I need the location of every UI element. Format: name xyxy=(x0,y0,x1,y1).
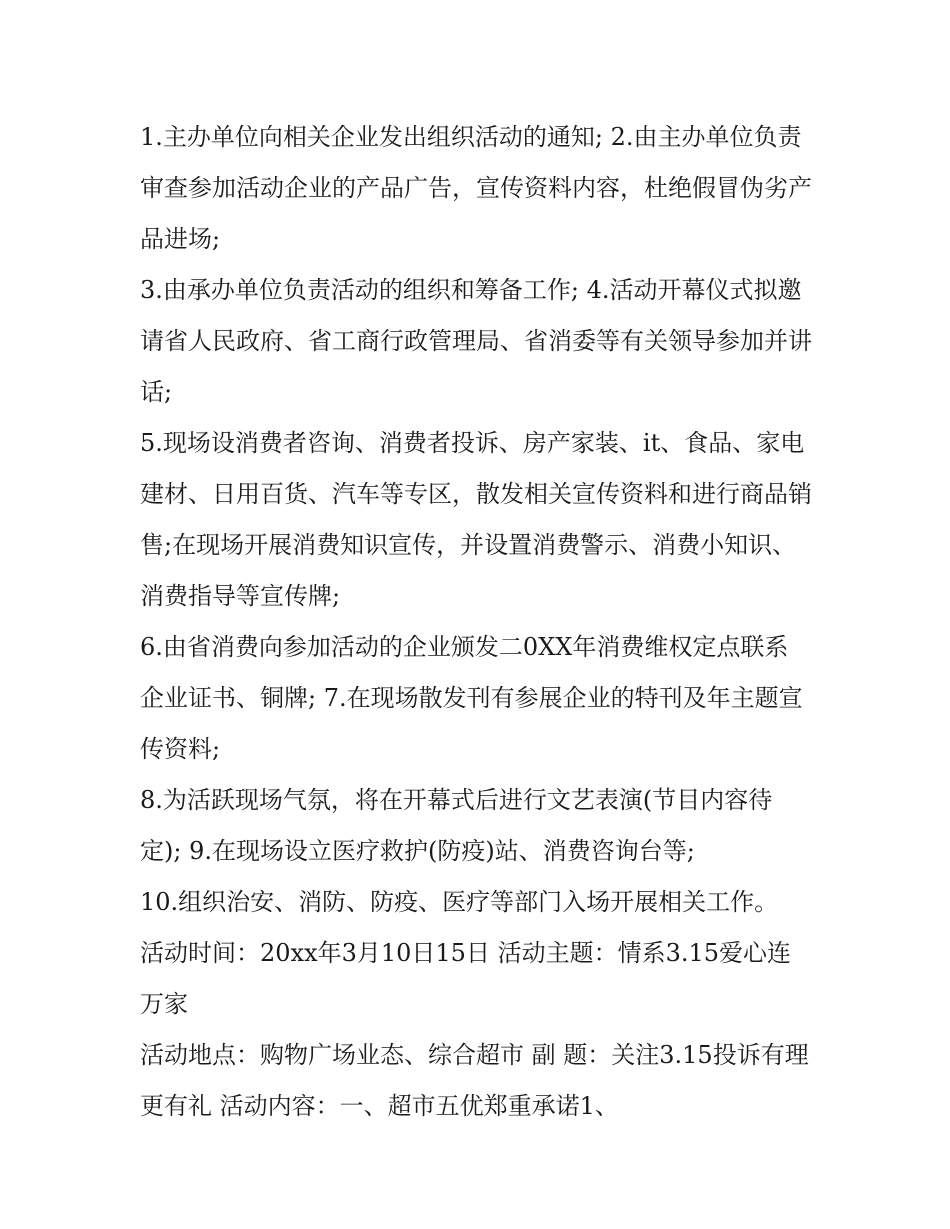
paragraph-items-1-2: 1.主办单位向相关企业发出组织活动的通知; 2.由主办单位负责审查参加活动企业的产品广告，宣传资料内容，杜绝假冒伪劣产品进场; xyxy=(140,123,812,253)
paragraph-items-3-4: 3.由承办单位负责活动的组织和筹备工作; 4.活动开幕仪式拟邀请省人民政府、省工商行政管理局、省消委等有关领导参加并讲话; xyxy=(140,276,812,406)
paragraph-activity-time-theme: 活动时间：20xx年3月10日15日 活动主题：情系3.15爱心连万家 xyxy=(140,939,792,1018)
paragraph-items-8-9: 8.为活跃现场气氛，将在开幕式后进行文艺表演(节目内容待定); 9.在现场设立医疗救护(防疫)站、消费咨询台等; xyxy=(140,786,773,865)
paragraph-activity-location-content: 活动地点：购物广场业态、综合超市 副 题：关注3.15投诉有理更有礼 活动内容：一、超市五优郑重承诺1、 xyxy=(140,1041,809,1120)
paragraph-item-5: 5.现场设消费者咨询、消费者投诉、房产家装、it、食品、家电建材、日用百货、汽车等专区，散发相关宣传资料和进行商品销售;在现场开展消费知识宣传，并设置消费警示、消费小知识、消费指导等宣传牌; xyxy=(140,429,812,610)
paragraph-items-6-7: 6.由省消费向参加活动的企业颁发二0XX年消费维权定点联系企业证书、铜牌; 7.在现场散发刊有参展企业的特刊及年主题宣传资料; xyxy=(140,633,803,763)
document-body xyxy=(140,112,812,1132)
paragraph-item-10: 10.组织治安、消防、防疫、医疗等部门入场开展相关工作。 xyxy=(140,888,779,916)
